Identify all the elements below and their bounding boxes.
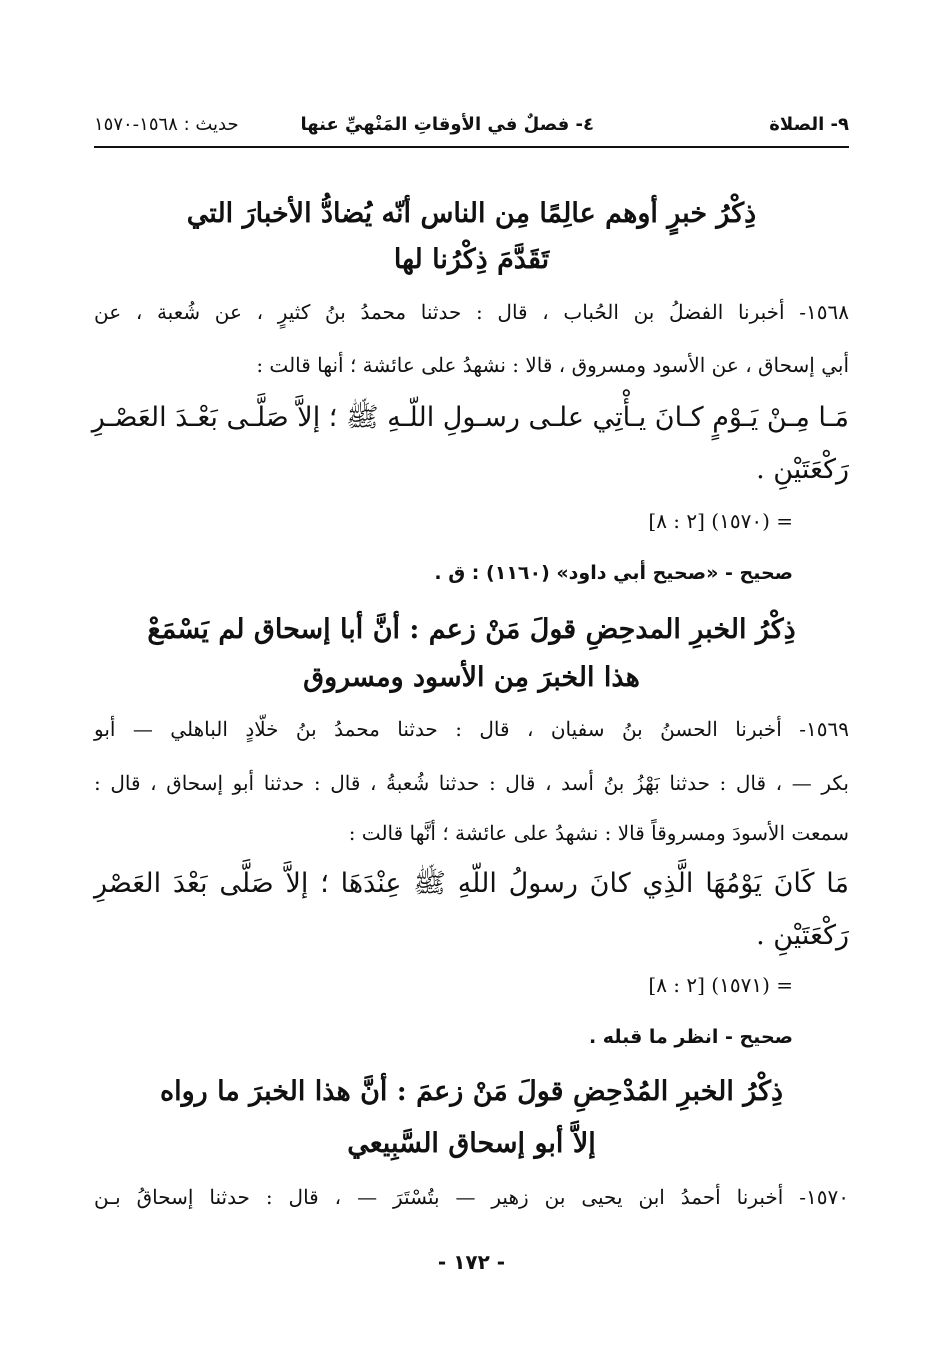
hadith-matn: رَكْعَتَيْنِ . <box>756 920 849 951</box>
section-label: ٤- فصلٌ في الأوقاتِ المَنْهيِّ عنها <box>300 114 594 135</box>
hadith-matn: رَكْعَتَيْنِ . <box>756 454 849 485</box>
hadith-matn: مَـا مِـنْ يَـوْمٍ كـانَ يـأْتِي علـى رسـولِ اللّـهِ ﷺ ؛ إلاَّ صَلَّـى بَعْـدَ العَصْـرِ <box>91 402 849 433</box>
isnad-line: سمعت الأسودَ ومسروقاً قالا : نشهدُ على عائشة ؛ أنَّها قالت : <box>348 821 849 845</box>
cross-reference: = (١٥٧٠) [٢ : ٨] <box>648 509 793 533</box>
chapter-label: ٩- الصلاة <box>769 114 849 135</box>
isnad-line: ١٥٧٠- أخبرنا أحمدُ ابن يحيى بن زهير — بتُسْتَرَ — ، قال : حدثنا إسحاقُ بـن <box>94 1185 849 1209</box>
isnad-line: أبي إسحاق ، عن الأسود ومسروق ، قالا : نشهدُ على عائشة ؛ أنها قالت : <box>256 353 849 377</box>
section-title: ذِكْرُ الخبرِ المُدْحِضِ قولَ مَنْ زعمَ : أنَّ هذا الخبرَ ما رواه <box>159 1076 784 1107</box>
isnad-line: ١٥٦٨- أخبرنا الفضلُ بن الحُباب ، قال : حدثنا محمدُ بنُ كثيرٍ ، عن شُعبة ، عن <box>94 300 849 324</box>
isnad-line: ١٥٦٩- أخبرنا الحسنُ بنُ سفيان ، قال : حدثنا محمدُ بنُ خلّادٍ الباهلي — أبو <box>94 717 849 741</box>
section-title: ذِكْرُ خبرٍ أوهم عالِمًا مِن الناس أنّه يُضادُّ الأخبارَ التي <box>186 198 757 229</box>
section-title: ذِكْرُ الخبرِ المدحِضِ قولَ مَنْ زعم : أنَّ أبا إسحاق لم يَسْمَعْ <box>147 614 796 645</box>
hadith-matn: مَا كَانَ يَوْمُهَا الَّذِي كانَ رسولُ اللّهِ ﷺ عِنْدَهَا ؛ إلاَّ صَلَّى بَعْدَ العَصْرِ <box>94 868 849 899</box>
isnad-line: بكر — ، قال : حدثنا بَهْزُ بنُ أسد ، قال : حدثنا شُعبةُ ، قال : حدثنا أبو إسحاق ، قال : <box>94 771 849 795</box>
cross-reference: = (١٥٧١) [٢ : ٨] <box>648 973 793 997</box>
running-header <box>94 108 849 148</box>
section-title: هذا الخبرَ مِن الأسود ومسروق <box>303 662 640 693</box>
section-title: تَقَدَّمَ ذِكْرُنا لها <box>393 244 550 275</box>
section-title: إلاَّ أبو إسحاق السَّبِيعي <box>347 1128 596 1159</box>
hadith-grade: صحيح - «صحيح أبي داود» (١١٦٠) : ق . <box>434 562 793 584</box>
hadith-range: حديث : ١٥٦٨-١٥٧٠ <box>94 114 239 135</box>
hadith-grade: صحيح - انظر ما قبله . <box>588 1026 793 1048</box>
page-number: - ١٧٢ - <box>437 1250 506 1274</box>
